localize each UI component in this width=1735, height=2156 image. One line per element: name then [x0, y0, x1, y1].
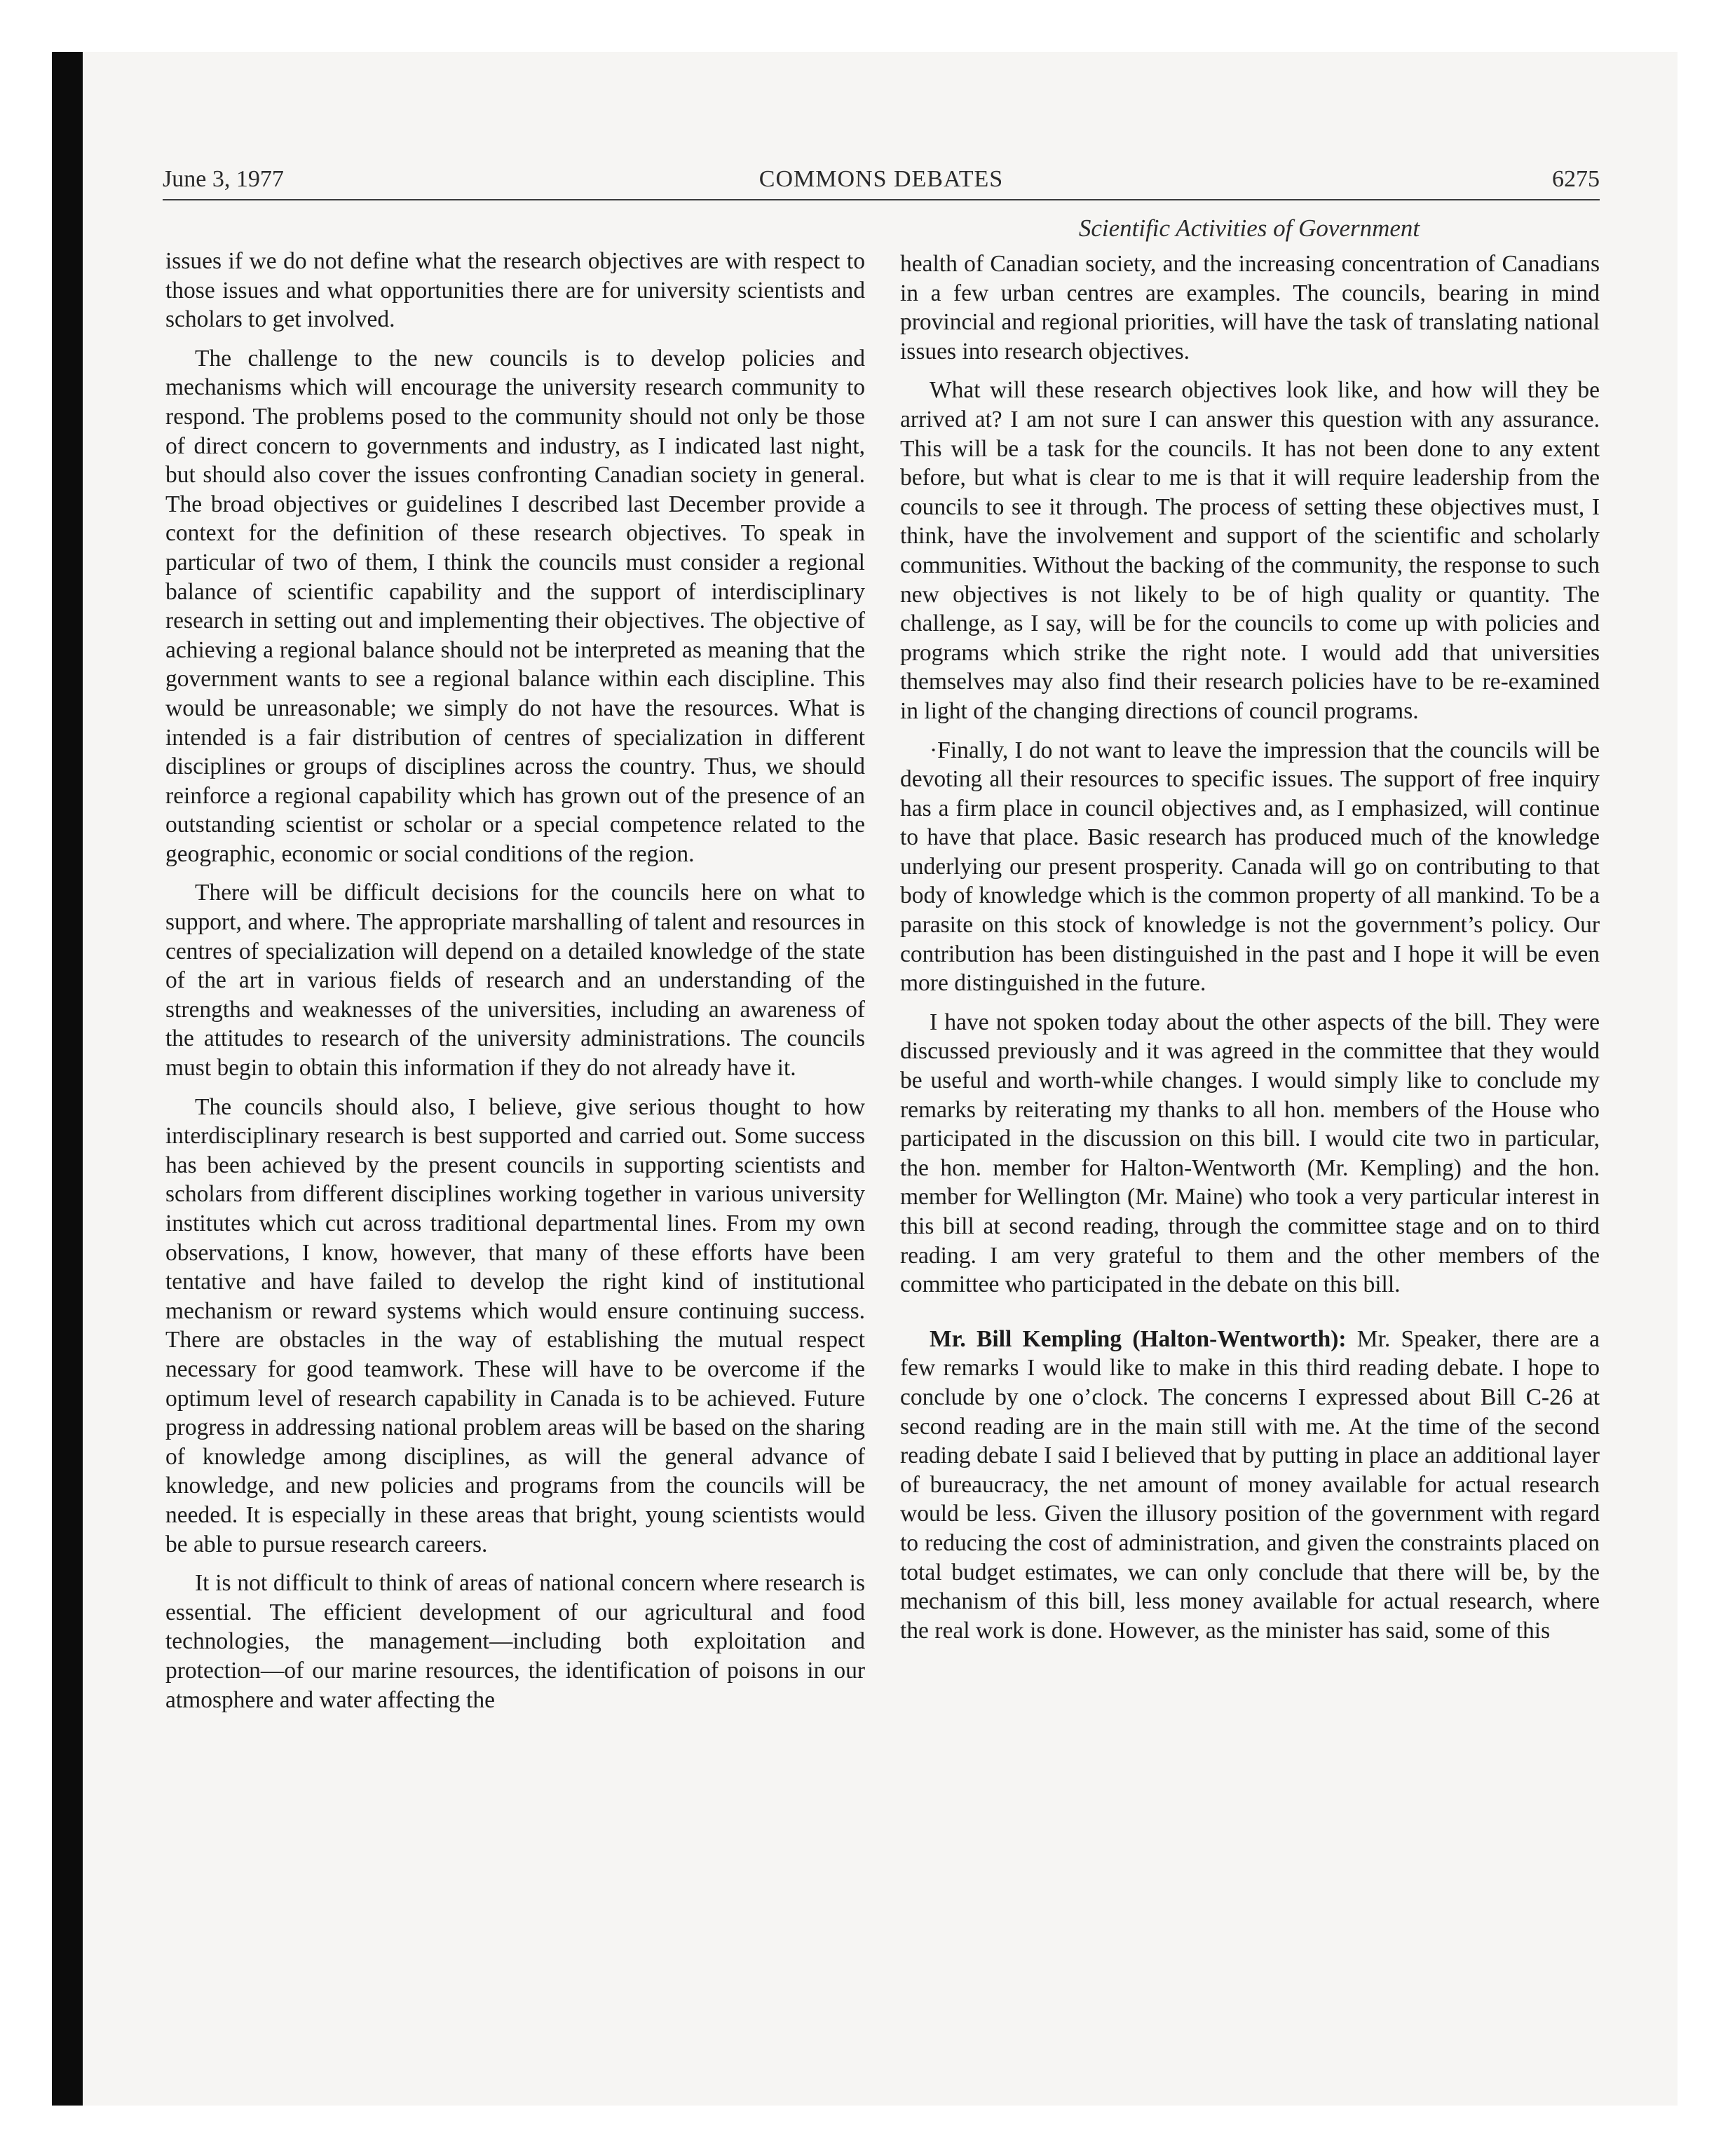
running-header [163, 163, 1600, 196]
header-date: June 3, 1977 [163, 166, 284, 192]
paragraph: issues if we do not define what the research objectives are with respect to those issues and what opportunities there are for university scientists and scholars to get involved. [165, 248, 865, 333]
paragraph: What will these research objectives look like, and how will they be arrived at? I am not sure I can answer this question with any assurance. This will be a task for the councils. It has not been done to any extent before, but what is clear to me is that it will require leadership from the councils to see it through. The process of setting these objectives must, I think, have the involvement and support of the scientific and scholarly communities. Without the backing of the community, the response to such new objectives is not likely to be of high quality or quantity. The challenge, as I say, will be for the councils to come up with policies and programs which strike the right note. I would add that universities themselves may also find their research policies have to be re-examined in light of the changing directions of council programs. [900, 377, 1600, 724]
paragraph: health of Canadian society, and the increasing concentration of Canadians in a few urban centres are examples. The councils, bearing in mind provincial and regional priorities, will have the task of translating national issues into research objectives. [900, 251, 1600, 364]
paragraph: The councils should also, I believe, give serious thought to how interdisciplinary research is best supported and carried out. Some success has been achieved by the present councils in supporting scientists and scholars from different disciplines working together in various university institutes which cut across traditional departmental lines. From my own observations, I know, however, that many of these efforts have been tentative and have failed to develop the right kind of institutional mechanism or reward systems which would ensure continuing success. There are obstacles in the way of establishing the mutual respect necessary for good teamwork. These will have to be overcome if the optimum level of research capability in Canada is to be achieved. Future progress in addressing national problem areas will be based on the sharing of knowledge among disciplines, as will the general advance of knowledge, and new policies and programs from the councils will be needed. It is especially in these areas that bright, young scientists would be able to pursue research careers. [165, 1093, 865, 1557]
paragraph: There will be difficult decisions for the councils here on what to support, and where. The appropriate marshalling of talent and resources in centres of specialization will depend on a detailed knowledge of the state of the art in various fields of research and an understanding of the strengths and weaknesses of the universities, including an awareness of the attitudes to research of the university administrations. The councils must begin to obtain this information if they do not already have it. [165, 880, 865, 1082]
header-rule [163, 199, 1600, 200]
paragraph: It is not difficult to think of areas of national concern where research is essential. The efficient development of our agricultural and food technologies, the management—including both exploitation and protection—of our marine resources, the identification of poisons in our atmosphere and water affecting the [165, 1570, 865, 1713]
subject-heading: Scientific Activities of Government [1078, 214, 1420, 242]
speaker-text: Mr. Speaker, there are a few remarks I would like to make in this third reading debate. I hope to conclude by one o’clock. The concerns I expressed about Bill C-26 at second reading are in the main still with me. At the time of the second reading debate I said I believed that by putting in place an additional layer of bureaucracy, the net amount of money available for actual research would be less. Given the illusory position of the government with regard to reducing the cost of administration, and given the constraints placed on total budget estimates, we can only conclude that there will be, by the mechanism of this bill, less money available for actual research, where the real work is done. However, as the minister has said, some of this [900, 1325, 1600, 1644]
scan-border [52, 52, 83, 2106]
speaker-paragraph [900, 1325, 1600, 1646]
paragraph: ·Finally, I do not want to leave the impression that the councils will be devoting all their resources to specific issues. The support of free inquiry has a firm place in council objectives and, as I emphasized, will continue to have that place. Basic research has produced much of the knowledge underlying our present prosperity. Canada will go on contributing to that body of knowledge which is the common property of all mankind. To be a parasite on this stock of knowledge is not the government’s policy. Our contribution has been distinguished in the past and I hope it will be even more distinguished in the future. [900, 737, 1600, 997]
right-column [900, 250, 1600, 1655]
paragraph: I have not spoken today about the other aspects of the bill. They were discussed previously and it was agreed in the committee that they would be useful and worth-while changes. I would simply like to conclude my remarks by reiterating my thanks to all hon. members of the House who participated in the discussion on this bill. I would cite two in particular, the hon. member for Halton-Wentworth (Mr. Kempling) and the hon. member for Wellington (Mr. Maine) who took a very particular interest in this bill at second reading, through the committee stage and on to third reading. I am very grateful to them and the other members of the committee who participated in the debate on this bill. [900, 1009, 1600, 1298]
header-publication: COMMONS DEBATES [758, 166, 1004, 192]
left-column [165, 247, 865, 1724]
speaker-name: Mr. Bill Kempling (Halton-Wentworth): [930, 1325, 1347, 1352]
paragraph: The challenge to the new councils is to develop policies and mechanisms which will encourage the university research community to respond. The problems posed to the community should not only be those of direct concern to governments and industry, as I indicated last night, but should also cover the issues confronting Canadian society in general. The broad objectives or guidelines I described last December provide a context for the definition of these research objectives. To speak in particular of two of them, I think the councils must consider a regional balance of scientific capability and the support of interdisciplinary research in setting out and implementing their objectives. The objective of achieving a regional balance should not be interpreted as meaning that the government wants to see a regional balance within each discipline. This would be unreasonable; we simply do not have the resources. What is intended is a fair distribution of centres of specialization in different disciplines or groups of disciplines across the country. Thus, we should reinforce a regional capability which has grown out of the presence of an outstanding scientist or scholar or a special competence related to the geographic, economic or social conditions of the region. [165, 345, 865, 867]
header-page-number: 6275 [1552, 166, 1600, 192]
